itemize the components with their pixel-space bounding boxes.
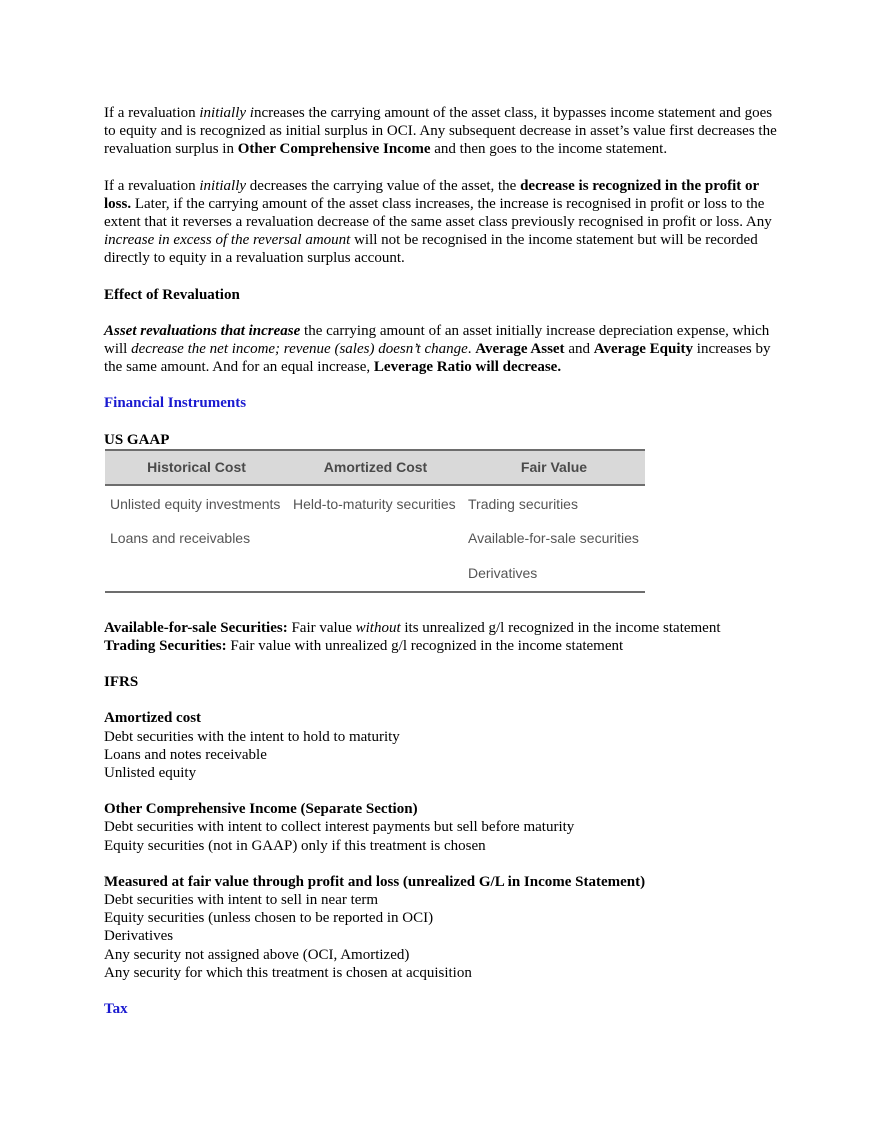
text-run: and then goes to the income statement. — [430, 141, 668, 158]
table-row — [105, 485, 645, 522]
table-cell — [288, 555, 463, 592]
list-item: Any security for which this treatment is chosen at acquisition — [104, 964, 472, 981]
text-run: its unrealized g/l recognized in the income statement — [400, 619, 721, 636]
table-row — [105, 555, 645, 592]
table-row — [105, 521, 645, 555]
text-run: ncreases the carrying amount of the asset class, it bypasses income statement and goes to equity and is recognized as initial surplus in OCI. Any subsequent decrease in asset’s value first decreases the revaluation surplus in — [104, 105, 777, 158]
classification-table — [105, 449, 645, 593]
table-cell: Available-for-sale securities — [468, 529, 639, 546]
header-amortized-cost: Amortized Cost — [323, 459, 428, 476]
header-historical-cost: Historical Cost — [147, 459, 246, 476]
revaluation-decrease-paragraph — [104, 177, 784, 268]
table-cell: Held-to-maturity securities — [293, 496, 456, 513]
list-item: Equity securities (unless chosen to be reported in OCI) — [104, 910, 434, 927]
tax-heading: Tax — [104, 1001, 128, 1018]
table-cell: Loans and receivables — [110, 529, 251, 546]
table-cell: Trading securities — [468, 496, 578, 513]
effect-of-revaluation-paragraph — [104, 322, 784, 377]
text-run: Later, if the carrying amount of the asset class increases, the increase is recognised in profit or loss to the extent that it reverses a revaluation decrease of the same asset class previously recognised in profit or loss. Any — [104, 195, 772, 231]
list-item: Equity securities (not in GAAP) only if this treatment is chosen — [104, 837, 486, 854]
text-run: . — [467, 341, 476, 358]
text-run-italic: initially i — [199, 105, 254, 121]
text-run-italic: increase in excess of the reversal amount — [104, 232, 351, 249]
revaluation-increase-paragraph — [104, 104, 784, 159]
afs-definition — [104, 619, 784, 637]
text-run: the carrying amount of an asset initially increase depreciation expense, which will — [104, 322, 770, 358]
table-cell: Unlisted equity investments — [110, 496, 281, 513]
text-run-italic: decrease the net income; revenue (sales) doesn’t change — [131, 341, 468, 358]
list-item: Unlisted equity — [104, 765, 197, 782]
text-run-bold: Other Comprehensive Income — [237, 141, 431, 158]
text-run: and — [564, 341, 594, 358]
ifrs-heading: IFRS — [104, 674, 139, 691]
list-item: Any security not assigned above (OCI, Amortized) — [104, 946, 410, 963]
text-run: If a revaluation — [104, 105, 200, 121]
text-run-bold-italic: Asset revaluations that increase — [104, 322, 301, 339]
table-cell — [105, 555, 288, 592]
list-item: Debt securities with the intent to hold to maturity — [104, 728, 400, 745]
text-run-italic: initially — [199, 177, 247, 194]
trading-label: Trading Securities: — [104, 638, 227, 655]
text-run: increases by the same amount. And for an equal increase, — [104, 341, 771, 376]
fvpl-section — [104, 873, 784, 982]
document-page — [104, 104, 784, 1036]
text-run: Fair value — [287, 619, 356, 636]
amortized-cost-section — [104, 709, 784, 782]
fvpl-heading: Measured at fair value through profit and loss (unrealized G/L in Income Statement) — [104, 873, 646, 890]
table-cell: Derivatives — [468, 564, 538, 581]
text-run-bold: decrease is recognized in the profit or loss. — [104, 177, 759, 212]
table-header-row — [105, 450, 645, 485]
text-run-bold: Leverage Ratio will decrease. — [373, 359, 562, 376]
oci-heading: Other Comprehensive Income (Separate Section) — [104, 801, 418, 818]
us-gaap-classification-table — [105, 449, 645, 593]
list-item: Debt securities with intent to collect interest payments but sell before maturity — [104, 819, 575, 836]
text-run: decreases the carrying value of the asset, the — [246, 177, 521, 194]
amortized-cost-heading: Amortized cost — [104, 710, 202, 727]
list-item: Loans and notes receivable — [104, 746, 267, 763]
text-run-bold: Average Equity — [593, 341, 694, 358]
header-fair-value: Fair Value — [520, 459, 588, 476]
text-run: will not be recognised in the income statement but will be recorded directly to equity in a revaluation surplus account. — [104, 232, 758, 267]
list-item: Debt securities with intent to sell in near term — [104, 892, 379, 909]
financial-instruments-heading: Financial Instruments — [104, 395, 247, 412]
afs-label: Available-for-sale Securities: — [104, 619, 288, 636]
list-item: Derivatives — [104, 928, 174, 945]
text-run: If a revaluation — [104, 177, 200, 194]
oci-section — [104, 800, 784, 855]
trading-definition — [104, 637, 784, 655]
us-gaap-heading: US GAAP — [104, 431, 170, 448]
text-run-bold: Average Asset — [475, 341, 565, 358]
text-run-italic: without — [355, 619, 401, 636]
table-cell — [288, 521, 463, 555]
text-run: Fair value with unrealized g/l recognized in the income statement — [226, 638, 624, 655]
effect-of-revaluation-heading: Effect of Revaluation — [104, 286, 240, 303]
